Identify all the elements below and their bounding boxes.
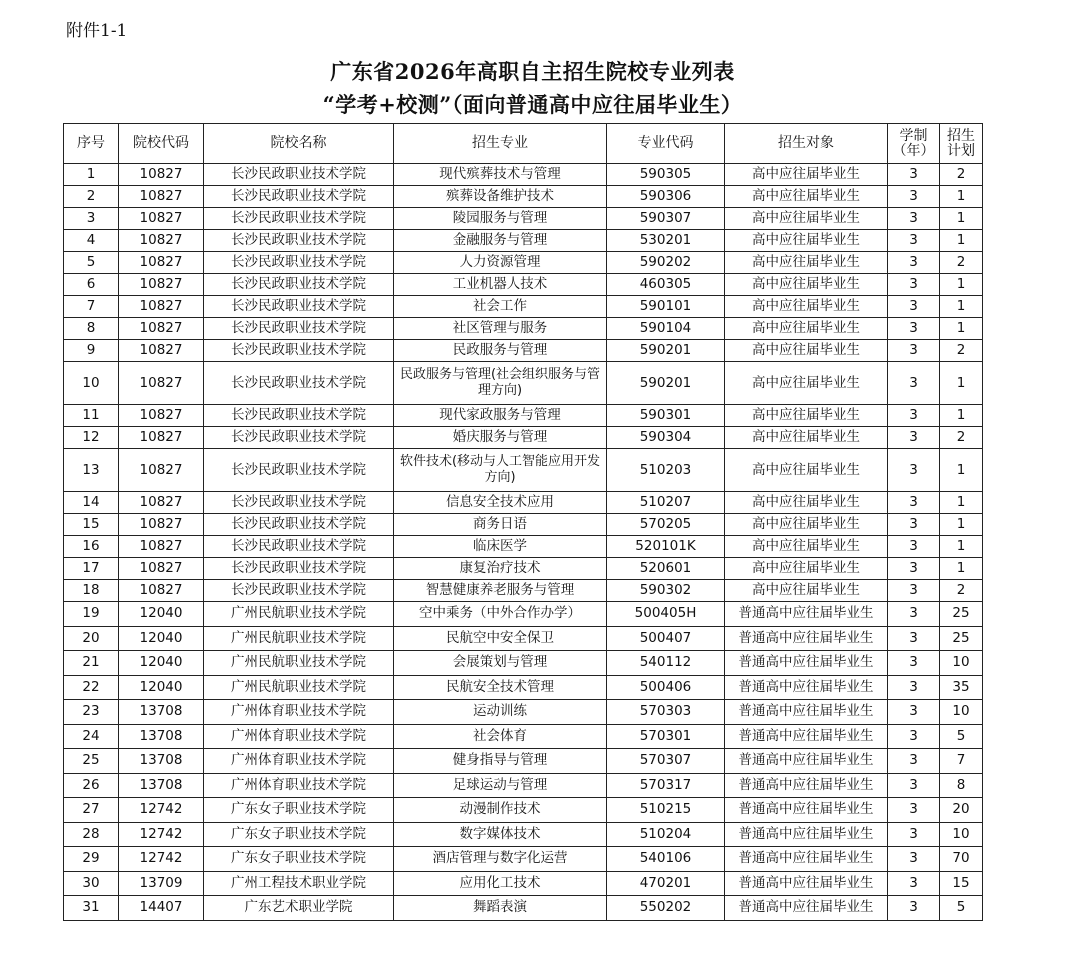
cell-seq: 10: [64, 362, 119, 405]
table-row: [64, 296, 983, 318]
cell-seq: 20: [64, 626, 119, 651]
header-years-line1: 学制: [899, 127, 928, 144]
cell-plan: 25: [940, 626, 983, 651]
header-plan: [940, 124, 983, 164]
header-seq: 序号: [64, 124, 119, 164]
cell-seq: 30: [64, 871, 119, 896]
cell-school-code: 10827: [119, 449, 204, 492]
cell-target: 高中应往届毕业生: [725, 580, 888, 602]
cell-seq: 4: [64, 230, 119, 252]
cell-years: 3: [888, 724, 940, 749]
cell-major-code: 460305: [607, 274, 725, 296]
cell-target: 高中应往届毕业生: [725, 230, 888, 252]
cell-major-code: 500405H: [607, 602, 725, 627]
cell-school-code: 10827: [119, 536, 204, 558]
cell-major: 社区管理与服务: [394, 318, 607, 340]
cell-plan: 1: [940, 296, 983, 318]
cell-plan: 1: [940, 536, 983, 558]
cell-school-name: 长沙民政职业技术学院: [204, 164, 394, 186]
cell-target: 普通高中应往届毕业生: [725, 626, 888, 651]
table-row: [64, 427, 983, 449]
cell-plan: 10: [940, 822, 983, 847]
header-school-name: 院校名称: [204, 124, 394, 164]
cell-major-code: 540106: [607, 847, 725, 872]
cell-years: 3: [888, 675, 940, 700]
cell-school-code: 12040: [119, 626, 204, 651]
cell-major: 酒店管理与数字化运营: [394, 847, 607, 872]
cell-school-name: 长沙民政职业技术学院: [204, 274, 394, 296]
cell-school-name: 长沙民政职业技术学院: [204, 427, 394, 449]
cell-major: 社会工作: [394, 296, 607, 318]
cell-major: 信息安全技术应用: [394, 492, 607, 514]
cell-school-name: 长沙民政职业技术学院: [204, 296, 394, 318]
cell-major: 数字媒体技术: [394, 822, 607, 847]
cell-major-code: 590104: [607, 318, 725, 340]
cell-plan: 35: [940, 675, 983, 700]
cell-school-code: 10827: [119, 492, 204, 514]
cell-school-code: 10827: [119, 362, 204, 405]
cell-school-name: 长沙民政职业技术学院: [204, 449, 394, 492]
cell-major: 应用化工技术: [394, 871, 607, 896]
cell-plan: 2: [940, 164, 983, 186]
table-row: [64, 230, 983, 252]
cell-major-code: 590101: [607, 296, 725, 318]
cell-major-code: 590305: [607, 164, 725, 186]
table-row: [64, 536, 983, 558]
cell-target: 普通高中应往届毕业生: [725, 749, 888, 774]
header-major: 招生专业: [394, 124, 607, 164]
cell-major-code: 590307: [607, 208, 725, 230]
cell-years: 3: [888, 186, 940, 208]
cell-school-code: 10827: [119, 186, 204, 208]
cell-seq: 22: [64, 675, 119, 700]
cell-plan: 1: [940, 514, 983, 536]
cell-seq: 3: [64, 208, 119, 230]
cell-school-code: 13708: [119, 700, 204, 725]
cell-major: 空中乘务（中外合作办学）: [394, 602, 607, 627]
cell-years: 3: [888, 514, 940, 536]
cell-school-name: 广州体育职业技术学院: [204, 700, 394, 725]
cell-major: 足球运动与管理: [394, 773, 607, 798]
cell-plan: 5: [940, 896, 983, 921]
cell-school-code: 12040: [119, 675, 204, 700]
cell-major: 运动训练: [394, 700, 607, 725]
cell-major-code: 590302: [607, 580, 725, 602]
table-row: [64, 514, 983, 536]
cell-school-code: 13708: [119, 724, 204, 749]
cell-target: 高中应往届毕业生: [725, 492, 888, 514]
cell-major-code: 570303: [607, 700, 725, 725]
cell-seq: 9: [64, 340, 119, 362]
cell-years: 3: [888, 449, 940, 492]
cell-plan: 10: [940, 700, 983, 725]
cell-major: 民航安全技术管理: [394, 675, 607, 700]
cell-school-code: 10827: [119, 340, 204, 362]
cell-years: 3: [888, 773, 940, 798]
cell-target: 高中应往届毕业生: [725, 296, 888, 318]
table-row: [64, 449, 983, 492]
cell-major: 智慧健康养老服务与管理: [394, 580, 607, 602]
cell-years: 3: [888, 492, 940, 514]
cell-plan: 2: [940, 427, 983, 449]
cell-plan: 7: [940, 749, 983, 774]
table-row: [64, 492, 983, 514]
cell-years: 3: [888, 896, 940, 921]
cell-years: 3: [888, 340, 940, 362]
cell-school-name: 广东女子职业技术学院: [204, 847, 394, 872]
cell-plan: 2: [940, 252, 983, 274]
cell-major: 陵园服务与管理: [394, 208, 607, 230]
cell-school-name: 长沙民政职业技术学院: [204, 492, 394, 514]
table-row: [64, 675, 983, 700]
cell-school-name: 广州民航职业技术学院: [204, 602, 394, 627]
cell-major-code: 550202: [607, 896, 725, 921]
cell-major-code: 510203: [607, 449, 725, 492]
cell-major: 民航空中安全保卫: [394, 626, 607, 651]
cell-school-code: 10827: [119, 580, 204, 602]
cell-years: 3: [888, 651, 940, 676]
cell-plan: 1: [940, 186, 983, 208]
table-row: [64, 871, 983, 896]
table-row: [64, 208, 983, 230]
cell-seq: 26: [64, 773, 119, 798]
cell-seq: 28: [64, 822, 119, 847]
header-plan-line1: 招生: [947, 127, 975, 144]
cell-school-name: 长沙民政职业技术学院: [204, 514, 394, 536]
cell-years: 3: [888, 362, 940, 405]
cell-years: 3: [888, 847, 940, 872]
cell-target: 高中应往届毕业生: [725, 274, 888, 296]
cell-major: 现代家政服务与管理: [394, 405, 607, 427]
table-row: [64, 164, 983, 186]
cell-school-code: 13708: [119, 749, 204, 774]
cell-years: 3: [888, 749, 940, 774]
cell-target: 高中应往届毕业生: [725, 252, 888, 274]
cell-major-code: 510207: [607, 492, 725, 514]
cell-target: 普通高中应往届毕业生: [725, 896, 888, 921]
cell-major-code: 520601: [607, 558, 725, 580]
cell-school-name: 长沙民政职业技术学院: [204, 536, 394, 558]
table-row: [64, 405, 983, 427]
table-row: [64, 749, 983, 774]
cell-major-code: 570301: [607, 724, 725, 749]
cell-plan: 1: [940, 274, 983, 296]
table-row: [64, 724, 983, 749]
cell-major: 健身指导与管理: [394, 749, 607, 774]
cell-seq: 5: [64, 252, 119, 274]
cell-major: 金融服务与管理: [394, 230, 607, 252]
cell-major-code: 510215: [607, 798, 725, 823]
enrollment-table: [63, 123, 983, 921]
cell-target: 普通高中应往届毕业生: [725, 822, 888, 847]
document-title: 广东省2026年高职自主招生院校专业列表: [330, 59, 735, 84]
cell-plan: 1: [940, 208, 983, 230]
cell-years: 3: [888, 871, 940, 896]
cell-school-name: 长沙民政职业技术学院: [204, 362, 394, 405]
cell-plan: 2: [940, 340, 983, 362]
table-row: [64, 580, 983, 602]
cell-school-name: 长沙民政职业技术学院: [204, 558, 394, 580]
cell-plan: 8: [940, 773, 983, 798]
cell-school-name: 长沙民政职业技术学院: [204, 580, 394, 602]
cell-major-code: 590306: [607, 186, 725, 208]
cell-plan: 15: [940, 871, 983, 896]
cell-school-code: 12742: [119, 798, 204, 823]
cell-school-code: 10827: [119, 252, 204, 274]
cell-seq: 6: [64, 274, 119, 296]
header-years: [888, 124, 940, 164]
cell-major: 临床医学: [394, 536, 607, 558]
cell-years: 3: [888, 164, 940, 186]
cell-school-code: 10827: [119, 405, 204, 427]
cell-school-code: 12742: [119, 847, 204, 872]
cell-school-code: 10827: [119, 274, 204, 296]
cell-seq: 14: [64, 492, 119, 514]
cell-years: 3: [888, 208, 940, 230]
cell-target: 普通高中应往届毕业生: [725, 602, 888, 627]
cell-major-code: 570307: [607, 749, 725, 774]
cell-major: 康复治疗技术: [394, 558, 607, 580]
cell-seq: 25: [64, 749, 119, 774]
cell-seq: 16: [64, 536, 119, 558]
cell-major-code: 590201: [607, 362, 725, 405]
cell-target: 高中应往届毕业生: [725, 536, 888, 558]
cell-plan: 1: [940, 362, 983, 405]
cell-major: 软件技术(移动与人工智能应用开发方向): [394, 449, 607, 492]
cell-target: 高中应往届毕业生: [725, 405, 888, 427]
cell-major: 会展策划与管理: [394, 651, 607, 676]
cell-years: 3: [888, 822, 940, 847]
cell-years: 3: [888, 405, 940, 427]
cell-target: 高中应往届毕业生: [725, 427, 888, 449]
cell-plan: 1: [940, 230, 983, 252]
cell-school-name: 长沙民政职业技术学院: [204, 252, 394, 274]
cell-school-code: 10827: [119, 208, 204, 230]
cell-years: 3: [888, 274, 940, 296]
cell-major: 人力资源管理: [394, 252, 607, 274]
cell-plan: 70: [940, 847, 983, 872]
cell-school-name: 广东艺术职业学院: [204, 896, 394, 921]
cell-school-name: 广州民航职业技术学院: [204, 651, 394, 676]
header-major-code: 专业代码: [607, 124, 725, 164]
cell-seq: 8: [64, 318, 119, 340]
cell-school-name: 长沙民政职业技术学院: [204, 186, 394, 208]
cell-years: 3: [888, 558, 940, 580]
cell-target: 高中应往届毕业生: [725, 362, 888, 405]
cell-school-name: 广东女子职业技术学院: [204, 822, 394, 847]
cell-school-code: 14407: [119, 896, 204, 921]
table-row: [64, 186, 983, 208]
cell-major: 社会体育: [394, 724, 607, 749]
cell-target: 普通高中应往届毕业生: [725, 847, 888, 872]
cell-target: 高中应往届毕业生: [725, 186, 888, 208]
cell-years: 3: [888, 536, 940, 558]
header-plan-line2: 计划: [947, 142, 975, 159]
cell-major-code: 530201: [607, 230, 725, 252]
cell-school-name: 广州民航职业技术学院: [204, 675, 394, 700]
cell-major: 婚庆服务与管理: [394, 427, 607, 449]
table-row: [64, 896, 983, 921]
header-school-code: 院校代码: [119, 124, 204, 164]
table-row: [64, 773, 983, 798]
cell-seq: 19: [64, 602, 119, 627]
table-row: [64, 651, 983, 676]
cell-years: 3: [888, 798, 940, 823]
cell-years: 3: [888, 296, 940, 318]
cell-school-code: 12040: [119, 602, 204, 627]
cell-major-code: 590304: [607, 427, 725, 449]
cell-major: 工业机器人技术: [394, 274, 607, 296]
cell-school-code: 13708: [119, 773, 204, 798]
table-row: [64, 847, 983, 872]
cell-target: 高中应往届毕业生: [725, 164, 888, 186]
cell-school-name: 长沙民政职业技术学院: [204, 405, 394, 427]
cell-school-code: 10827: [119, 427, 204, 449]
cell-seq: 31: [64, 896, 119, 921]
cell-major-code: 590202: [607, 252, 725, 274]
cell-school-code: 12742: [119, 822, 204, 847]
attachment-label: 附件1-1: [66, 21, 128, 41]
cell-years: 3: [888, 252, 940, 274]
cell-seq: 24: [64, 724, 119, 749]
cell-target: 高中应往届毕业生: [725, 558, 888, 580]
cell-seq: 27: [64, 798, 119, 823]
cell-major-code: 570317: [607, 773, 725, 798]
header-target: 招生对象: [725, 124, 888, 164]
cell-school-name: 广州民航职业技术学院: [204, 626, 394, 651]
cell-major: 民政服务与管理(社会组织服务与管理方向): [394, 362, 607, 405]
table-row: [64, 558, 983, 580]
cell-major-code: 590301: [607, 405, 725, 427]
table-row: [64, 626, 983, 651]
cell-school-name: 广州体育职业技术学院: [204, 773, 394, 798]
cell-major-code: 510204: [607, 822, 725, 847]
table-row: [64, 274, 983, 296]
cell-target: 普通高中应往届毕业生: [725, 700, 888, 725]
cell-seq: 29: [64, 847, 119, 872]
cell-school-code: 10827: [119, 296, 204, 318]
cell-major-code: 500407: [607, 626, 725, 651]
cell-school-code: 10827: [119, 164, 204, 186]
cell-major-code: 470201: [607, 871, 725, 896]
cell-years: 3: [888, 602, 940, 627]
cell-target: 高中应往届毕业生: [725, 208, 888, 230]
cell-school-code: 10827: [119, 558, 204, 580]
cell-major: 动漫制作技术: [394, 798, 607, 823]
table-row: [64, 318, 983, 340]
cell-plan: 1: [940, 492, 983, 514]
cell-seq: 12: [64, 427, 119, 449]
cell-target: 高中应往届毕业生: [725, 340, 888, 362]
cell-seq: 17: [64, 558, 119, 580]
cell-school-name: 广州体育职业技术学院: [204, 749, 394, 774]
cell-major: 商务日语: [394, 514, 607, 536]
table-row: [64, 822, 983, 847]
table-row: [64, 340, 983, 362]
document-subtitle: “学考+校测”（面向普通高中应往届毕业生）: [322, 92, 743, 117]
cell-seq: 15: [64, 514, 119, 536]
cell-major: 现代殡葬技术与管理: [394, 164, 607, 186]
cell-plan: 20: [940, 798, 983, 823]
cell-target: 普通高中应往届毕业生: [725, 773, 888, 798]
cell-seq: 13: [64, 449, 119, 492]
cell-years: 3: [888, 580, 940, 602]
cell-years: 3: [888, 700, 940, 725]
cell-major-code: 590201: [607, 340, 725, 362]
cell-plan: 25: [940, 602, 983, 627]
cell-plan: 10: [940, 651, 983, 676]
cell-plan: 2: [940, 580, 983, 602]
header-years-line2: （年）: [892, 142, 935, 159]
table-row: [64, 362, 983, 405]
cell-school-name: 长沙民政职业技术学院: [204, 208, 394, 230]
cell-plan: 5: [940, 724, 983, 749]
cell-target: 高中应往届毕业生: [725, 449, 888, 492]
cell-school-name: 广东女子职业技术学院: [204, 798, 394, 823]
cell-major-code: 540112: [607, 651, 725, 676]
cell-seq: 2: [64, 186, 119, 208]
cell-school-code: 10827: [119, 514, 204, 536]
cell-seq: 11: [64, 405, 119, 427]
cell-school-name: 长沙民政职业技术学院: [204, 230, 394, 252]
cell-target: 普通高中应往届毕业生: [725, 798, 888, 823]
cell-plan: 1: [940, 318, 983, 340]
cell-years: 3: [888, 230, 940, 252]
cell-target: 普通高中应往届毕业生: [725, 675, 888, 700]
cell-seq: 18: [64, 580, 119, 602]
cell-major-code: 520101K: [607, 536, 725, 558]
cell-school-name: 长沙民政职业技术学院: [204, 318, 394, 340]
cell-major: 民政服务与管理: [394, 340, 607, 362]
cell-seq: 21: [64, 651, 119, 676]
table-row: [64, 700, 983, 725]
cell-major-code: 500406: [607, 675, 725, 700]
cell-target: 普通高中应往届毕业生: [725, 724, 888, 749]
cell-school-name: 广州工程技术职业学院: [204, 871, 394, 896]
cell-target: 高中应往届毕业生: [725, 514, 888, 536]
cell-school-name: 长沙民政职业技术学院: [204, 340, 394, 362]
cell-plan: 1: [940, 449, 983, 492]
cell-major: 殡葬设备维护技术: [394, 186, 607, 208]
table-row: [64, 252, 983, 274]
cell-school-code: 10827: [119, 318, 204, 340]
cell-school-code: 12040: [119, 651, 204, 676]
table-row: [64, 602, 983, 627]
cell-seq: 1: [64, 164, 119, 186]
cell-school-name: 广州体育职业技术学院: [204, 724, 394, 749]
cell-school-code: 10827: [119, 230, 204, 252]
table-row: [64, 798, 983, 823]
cell-plan: 1: [940, 405, 983, 427]
cell-years: 3: [888, 626, 940, 651]
cell-major: 舞蹈表演: [394, 896, 607, 921]
cell-plan: 1: [940, 558, 983, 580]
cell-years: 3: [888, 318, 940, 340]
cell-target: 高中应往届毕业生: [725, 318, 888, 340]
cell-seq: 7: [64, 296, 119, 318]
cell-major-code: 570205: [607, 514, 725, 536]
cell-years: 3: [888, 427, 940, 449]
cell-target: 普通高中应往届毕业生: [725, 871, 888, 896]
cell-target: 普通高中应往届毕业生: [725, 651, 888, 676]
cell-seq: 23: [64, 700, 119, 725]
cell-school-code: 13709: [119, 871, 204, 896]
table-header-row: [64, 124, 983, 164]
